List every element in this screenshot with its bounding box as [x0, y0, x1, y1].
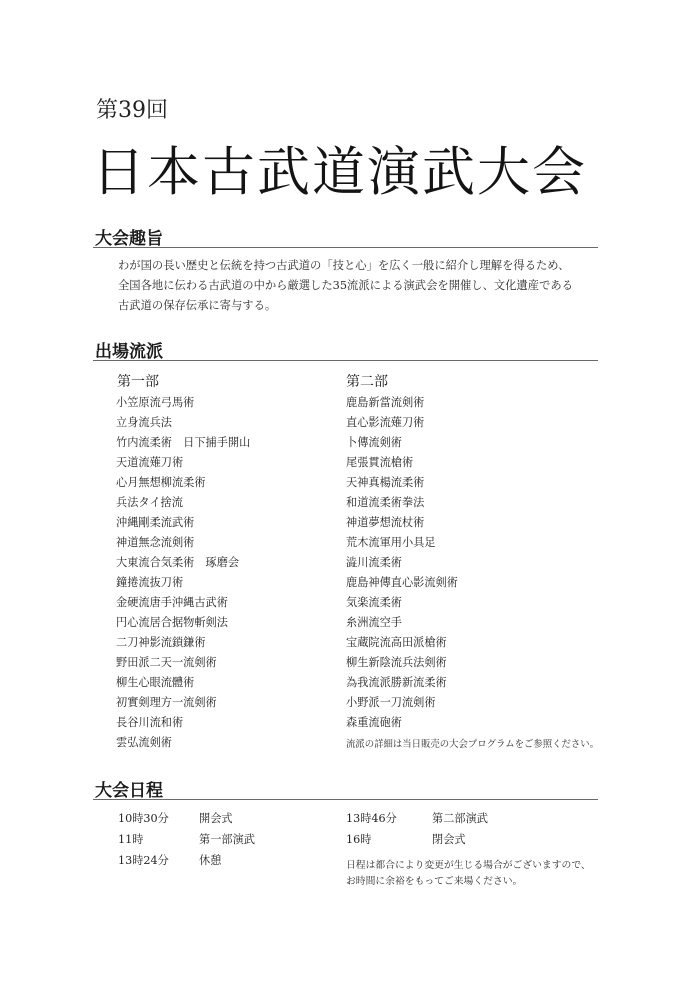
- schools-heading: 出場流派: [95, 342, 163, 362]
- list-item: 雲弘流剣術: [116, 736, 172, 749]
- list-item: 鹿島神傳直心影流剣術: [346, 576, 458, 589]
- part1-label: 第一部: [117, 374, 159, 390]
- schedule-time: 13時46分: [346, 812, 397, 825]
- purpose-line-3: 古武道の保存伝承に寄与する。: [118, 299, 277, 312]
- list-item: 円心流居合据物斬剣法: [116, 616, 228, 629]
- list-item: 兵法タイ捨流: [116, 496, 183, 509]
- list-item: 柳生新陰流兵法剣術: [346, 656, 447, 669]
- schedule-event: 第一部演武: [199, 833, 255, 846]
- list-item: 卜傳流剣術: [346, 436, 402, 449]
- list-item: 気楽流柔術: [346, 596, 402, 609]
- schedule-note-1: 日程は都合により変更が生じる場合がございますので、: [346, 860, 591, 871]
- list-item: 野田派二天一流剣術: [116, 656, 217, 669]
- purpose-heading: 大会趣旨: [95, 229, 163, 249]
- list-item: 天道流薙刀術: [116, 456, 184, 469]
- list-item: 為我流派勝新流柔術: [346, 676, 447, 689]
- schedule-note-2: お時間に余裕をもってご来場ください。: [346, 876, 523, 887]
- schedule-event: 休憩: [199, 854, 222, 867]
- list-item: 心月無想柳流柔術: [116, 476, 206, 489]
- schedule-time: 10時30分: [118, 812, 169, 825]
- part2-label: 第二部: [346, 374, 388, 390]
- list-item: 尾張貫流槍術: [346, 456, 414, 469]
- schedule-time: 11時: [118, 833, 144, 846]
- schools-note: 流派の詳細は当日販売の大会プログラムをご参照ください。: [346, 739, 600, 750]
- list-item: 宝蔵院流高田派槍術: [346, 636, 447, 649]
- list-item: 鐘捲流抜刀術: [116, 576, 184, 589]
- list-item: 森重流砲術: [346, 716, 402, 729]
- schedule-event: 閉会式: [432, 833, 466, 846]
- list-item: 大東流合気柔術 琢磨会: [116, 556, 240, 569]
- list-item: 鹿島新當流剣術: [346, 396, 425, 409]
- page-title: 日本古武道演武大会: [92, 142, 587, 203]
- list-item: 糸洲流空手: [346, 616, 402, 629]
- list-item: 沖縄剛柔流武術: [116, 516, 195, 529]
- list-item: 天神真楊流柔術: [346, 476, 425, 489]
- schedule-event: 第二部演武: [432, 812, 488, 825]
- part1-list: [116, 393, 250, 753]
- list-item: 長谷川流和術: [116, 716, 184, 729]
- schools-divider: [93, 360, 598, 361]
- purpose-line-1: わが国の長い歴史と伝統を持つ古武道の「技と心」を広く一般に紹介し理解を得るため、: [118, 259, 570, 272]
- schedule-divider: [93, 799, 598, 800]
- purpose-divider: [93, 247, 598, 248]
- list-item: 神道夢想流杖術: [346, 516, 425, 529]
- list-item: 金硬流唐手沖縄古武術: [116, 596, 228, 609]
- purpose-line-2: 全国各地に伝わる古武道の中から厳選した35流派による演武会を開催し、文化遺産である: [118, 279, 573, 292]
- list-item: 小笠原流弓馬術: [116, 396, 195, 409]
- schedule-heading: 大会日程: [95, 781, 163, 801]
- list-item: 和道流柔術拳法: [346, 496, 425, 509]
- list-item: 直心影流薙刀術: [346, 416, 425, 429]
- schedule-time: 16時: [346, 833, 372, 846]
- list-item: 澁川流柔術: [346, 556, 402, 569]
- schedule-event: 開会式: [199, 812, 233, 825]
- list-item: 二刀神影流鎖鎌術: [116, 636, 206, 649]
- part2-list: [346, 393, 458, 733]
- list-item: 神道無念流剣術: [116, 536, 195, 549]
- list-item: 荒木流軍用小具足: [346, 536, 436, 549]
- schedule-time: 13時24分: [118, 854, 169, 867]
- list-item: 柳生心眼流體術: [116, 676, 195, 689]
- list-item: 初實剣理方一流剣術: [116, 696, 217, 709]
- list-item: 竹内流柔術 日下捕手開山: [116, 436, 251, 449]
- list-item: 小野派一刀流剣術: [346, 696, 436, 709]
- edition-label: 第39回: [96, 98, 168, 123]
- list-item: 立身流兵法: [116, 416, 172, 429]
